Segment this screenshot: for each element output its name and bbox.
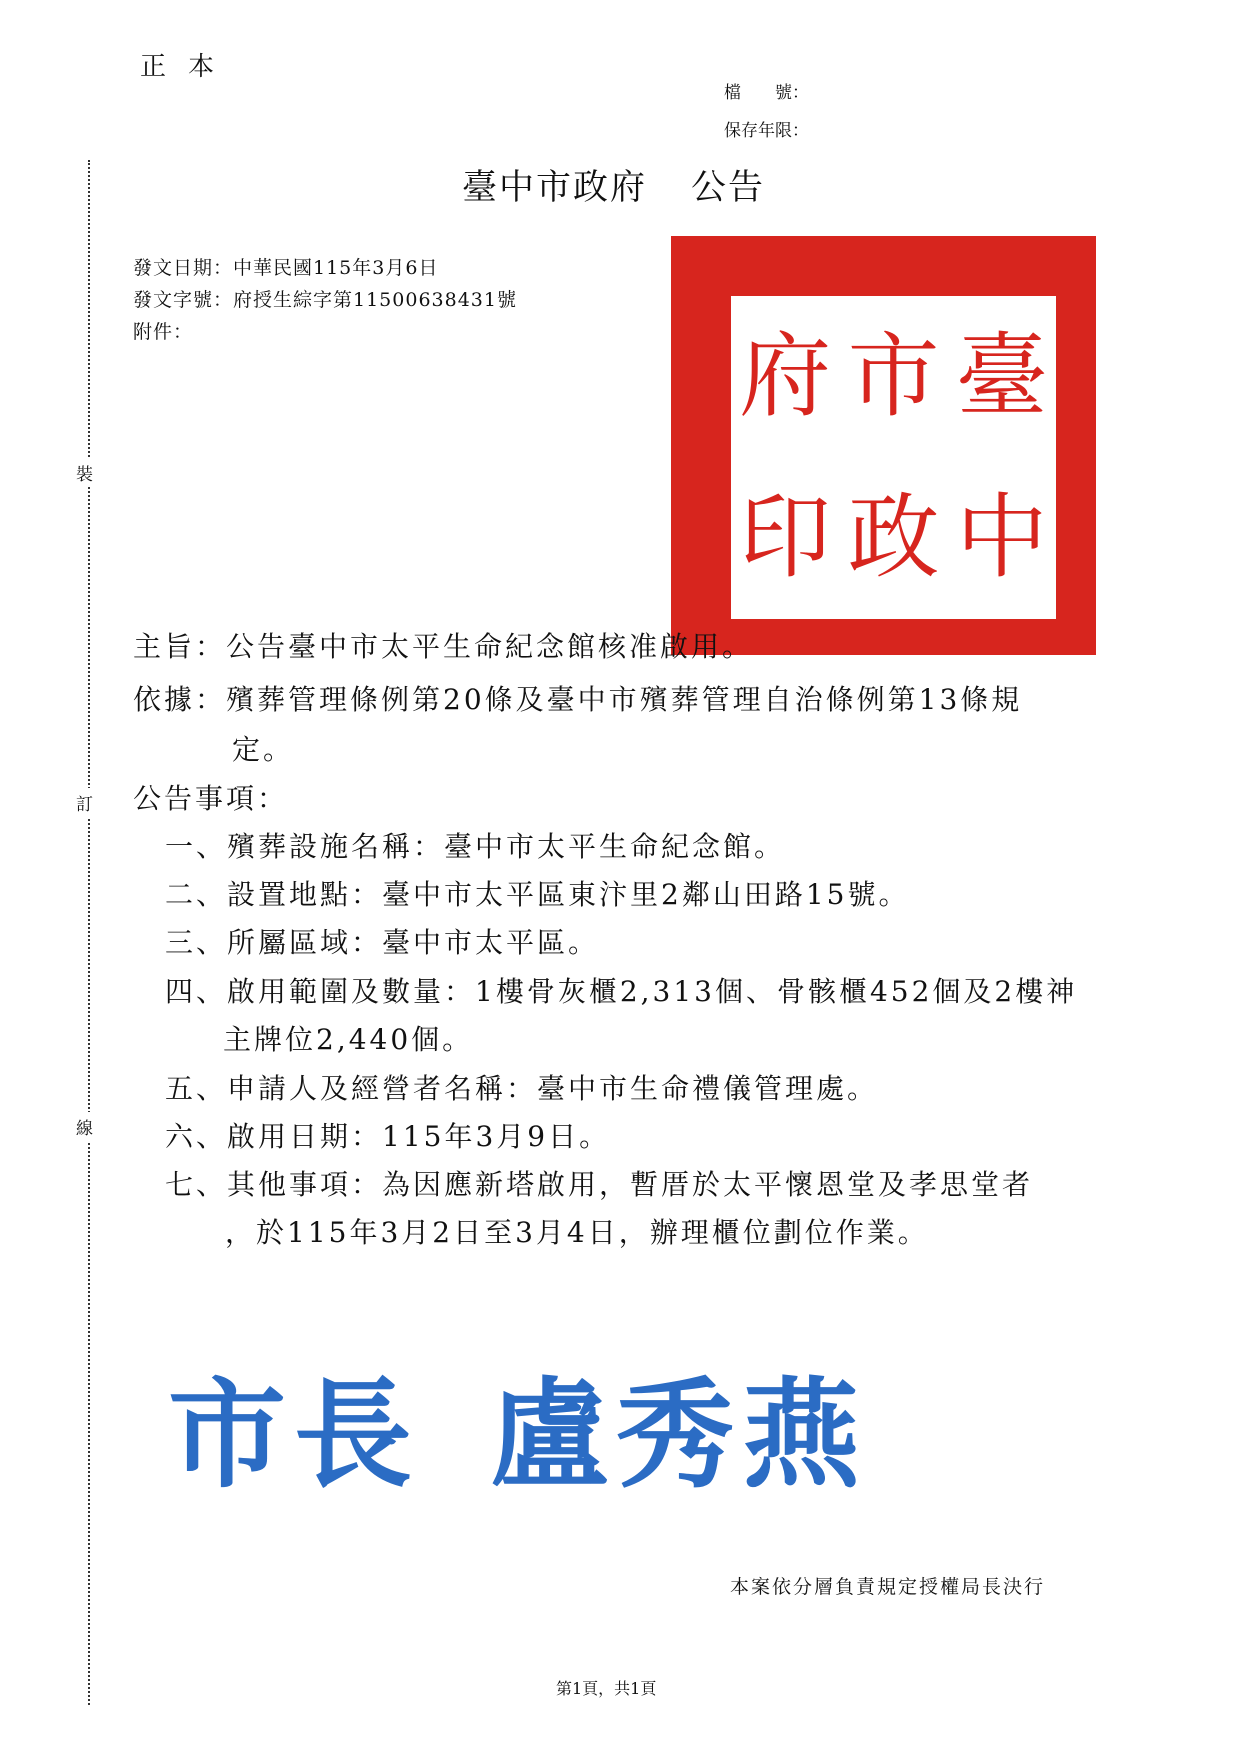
signature-title: 市長 — [168, 1365, 421, 1504]
seal-char: 市 — [847, 322, 940, 430]
seal-char: 中 — [955, 484, 1048, 592]
list-item: 一、殯葬設施名稱：臺中市太平生命紀念館。 — [165, 830, 786, 863]
list-item-continuation: ，於115年3月2日至3月4日，辦理櫃位劃位作業。 — [225, 1216, 929, 1249]
delegation-note: 本案依分層負責規定授權局長決行 — [730, 1576, 1046, 1598]
attachment-label: 附件： — [133, 321, 194, 343]
seal-char: 臺 — [955, 322, 1048, 430]
list-item: 四、啟用範圍及數量：1樓骨灰櫃2,313個、骨骸櫃452個及2樓神 — [165, 975, 1078, 1008]
subject-line — [133, 630, 753, 664]
list-item: 五、申請人及經營者名稱：臺中市生命禮儀管理處。 — [165, 1072, 879, 1105]
seal-char: 印 — [739, 484, 832, 592]
seal-char: 政 — [847, 484, 940, 592]
binding-char-zhuang: 裝 — [76, 458, 93, 487]
subject-text: 公告臺中市太平生命紀念館核准啟用。 — [226, 630, 754, 663]
copy-type-label: 正本 — [140, 52, 237, 82]
list-item-continuation: 主牌位2,440個。 — [223, 1023, 474, 1056]
basis-continuation: 定。 — [232, 733, 295, 766]
issuer-name: 臺中市政府 — [462, 168, 648, 208]
basis-text: 殯葬管理條例第20條及臺中市殯葬管理自治條例第13條規 — [226, 683, 1023, 716]
list-item: 六、啟用日期：115年3月9日。 — [165, 1120, 611, 1153]
archive-number-label: 檔 號： — [724, 83, 809, 103]
list-item: 七、其他事項：為因應新塔啟用，暫厝於太平懷恩堂及孝思堂者 — [165, 1168, 1034, 1201]
page-number: 第1頁，共1頁 — [556, 1679, 657, 1698]
binding-char-xian: 線 — [76, 1112, 93, 1141]
retention-period-label: 保存年限： — [724, 121, 809, 141]
binding-char-ding: 訂 — [76, 788, 93, 817]
seal-char: 府 — [739, 322, 832, 430]
basis-label: 依據： — [133, 683, 227, 716]
mayor-signature-stamp — [168, 1340, 868, 1510]
signature-name: 盧秀燕 — [490, 1365, 869, 1504]
list-item: 三、所屬區域：臺中市太平區。 — [165, 926, 600, 959]
items-heading: 公告事項： — [133, 782, 289, 815]
basis-line — [133, 683, 1022, 717]
issue-date: 發文日期：中華民國115年3月6日 — [133, 257, 439, 279]
subject-label: 主旨： — [133, 630, 227, 663]
list-item: 二、設置地點：臺中市太平區東汴里2鄰山田路15號。 — [165, 878, 910, 911]
document-type: 公告 — [691, 168, 766, 208]
issue-number: 發文字號：府授生綜字第11500638431號 — [133, 289, 517, 311]
